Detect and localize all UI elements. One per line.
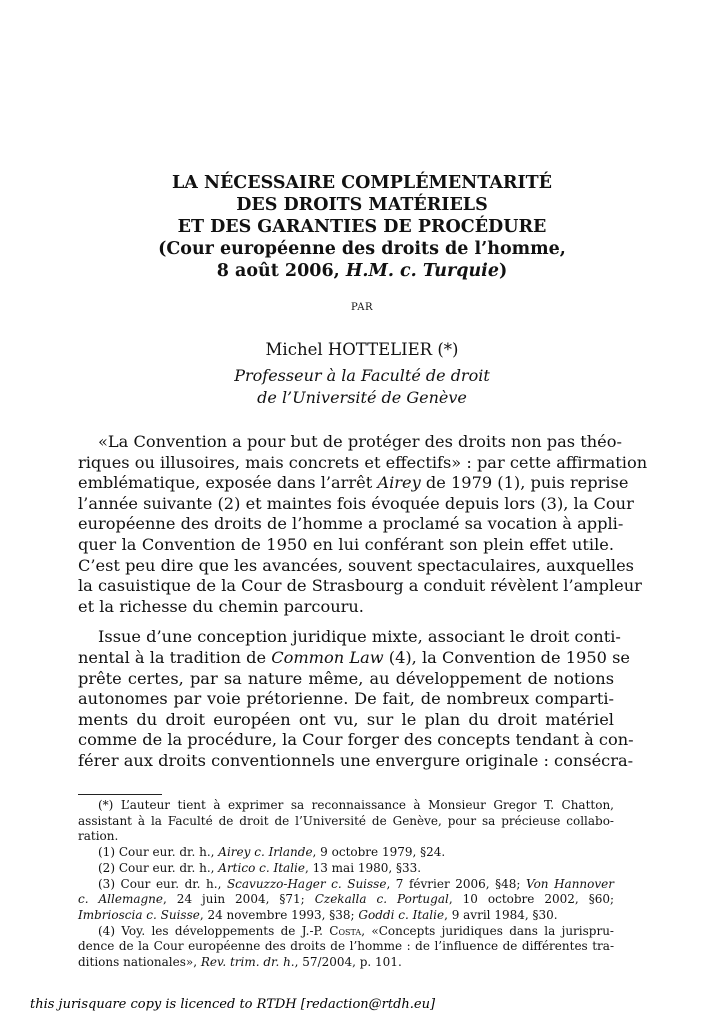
case-name: H.M. c. Turquie [345, 261, 499, 281]
paragraph-line: et la richesse du chemin parcouru. [78, 596, 364, 616]
footnote-line: (2) Cour eur. dr. h., Artico c. Italie, 13 mai 1980, §33. [98, 860, 422, 875]
footnote-line: c. Allemagne, 24 juin 2004, §71; Czekalla c. Portugal, 10 octobre 2002, §60; [78, 892, 615, 907]
footnote-line: Imbrioscia c. Suisse, 24 novembre 1993, §38; Goddi c. Italie, 9 avril 1984, §30. [78, 907, 558, 922]
subtitle-line: 8 août 2006, H.M. c. Turquie) [216, 261, 508, 281]
title-line: ET DES GARANTIES DE PROCÉDURE [177, 217, 547, 237]
paragraph-line: l’année suivante (2) et maintes fois évoquée depuis lors (3), la Cour [78, 493, 634, 513]
body-text [78, 432, 648, 772]
paragraph-line: Issue d’une conception juridique mixte, associant le droit conti- [98, 627, 621, 647]
paragraph-gap [78, 617, 614, 627]
paragraph-line: ments du droit européen ont vu, sur le plan du droit matériel [78, 709, 614, 729]
author-name: Michel HOTTELIER (*) [265, 340, 459, 359]
footnote-line: (4) Voy. les développements de J.-P. Costa, «Concepts juridiques dans la jurispru- [98, 923, 614, 938]
footnotes [78, 798, 614, 971]
footnote-line: (1) Cour eur. dr. h., Airey c. Irlande, 9 octobre 1979, §24. [98, 845, 446, 860]
paragraph-line: nental à la tradition de Common Law (4), la Convention de 1950 se [78, 647, 630, 667]
paragraph-line: «La Convention a pour but de protéger des droits non pas théo- [98, 432, 622, 451]
paragraph-line: férer aux droits conventionnels une envergure originale : consécra- [78, 750, 634, 770]
paragraph-line: la casuistique de la Cour de Strasbourg a conduit révèlent l’ampleur [78, 576, 642, 596]
author-affiliation [0, 365, 724, 409]
par-label: PAR [350, 302, 374, 313]
affiliation-line: de l’Université de Genève [257, 388, 467, 407]
license-footer: this jurisquare copy is licenced to RTDH [redaction@rtdh.eu] [30, 997, 436, 1012]
case-name: Airey [377, 473, 421, 493]
paragraph-line: autonomes par voie prétorienne. De fait, de nombreux comparti- [78, 689, 614, 709]
paragraph-line: comme de la procédure, la Cour forger des concepts tendant à con- [78, 730, 634, 750]
footnote-line: (*) L’auteur tient à exprimer sa reconnaissance à Monsieur Gregor T. Chatton, [98, 798, 614, 812]
paragraph-line: européenne des droits de l’homme a proclamé sa vocation à appli- [78, 514, 624, 534]
paragraph-line: quer la Convention de 1950 en lui conférant son plein effet utile. [78, 534, 614, 554]
article-title [100, 172, 624, 282]
footnote-line: (3) Cour eur. dr. h., Scavuzzo-Hager c. Suisse, 7 février 2006, §48; Von Hannover [98, 876, 614, 891]
footnote-line: dence de la Cour européenne des droits de l’homme : de l’influence de différentes tra- [78, 939, 614, 954]
footnote-line: ration. [78, 829, 119, 844]
term: Common Law [271, 647, 384, 667]
footnote-separator [78, 794, 162, 795]
footnote-line: ditions nationales», Rev. trim. dr. h., 57/2004, p. 101. [78, 955, 402, 970]
title-line: DES DROITS MATÉRIELS [236, 195, 488, 215]
affiliation-line: Professeur à la Faculté de droit [234, 366, 490, 385]
paragraph-line: C’est peu dire que les avancées, souvent spectaculaires, auxquelles [78, 555, 634, 575]
paragraph-line: riques ou illusoires, mais concrets et effectifs» : par cette affirmation [78, 452, 648, 472]
paragraph-line: prête certes, par sa nature même, au développement de notions [78, 668, 614, 688]
paragraph-line: emblématique, exposée dans l’arrêt Airey de 1979 (1), puis reprise [78, 473, 629, 493]
footnote-line: assistant à la Faculté de droit de l’Université de Genève, pour sa précieuse collabo- [78, 813, 614, 828]
title-line: LA NÉCESSAIRE COMPLÉMENTARITÉ [172, 173, 552, 193]
subtitle-line: (Cour européenne des droits de l’homme, [158, 239, 566, 259]
